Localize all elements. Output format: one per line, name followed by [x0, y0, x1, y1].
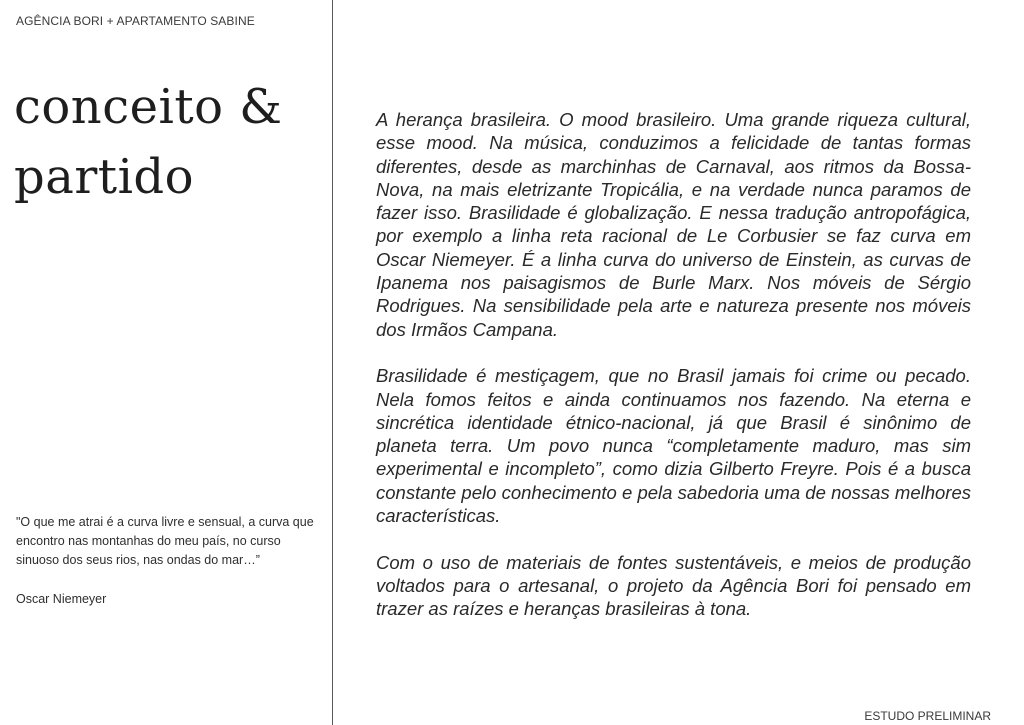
- body-text: [376, 108, 971, 644]
- epigraph-quote: "O que me atrai é a curva livre e sensual, a curva que encontro nas montanhas do meu país, no curso sinuoso dos seus rios, nas ondas do mar…”: [16, 515, 314, 567]
- header-label: AGÊNCIA BORI + APARTAMENTO SABINE: [16, 14, 255, 28]
- body-paragraph-1: A herança brasileira. O mood brasileiro. Uma grande riqueza cultural, esse mood. Na música, conduzimos a felicidade de tantas formas diferentes, desde as marchinhas de Carnaval, aos ritmos da Bossa-Nova, na mais eletrizante Tropicália, e na verdade nunca paramos de fazer isso. Brasilidade é globalização. E nessa tradução antropofágica, por exemplo a linha reta racional de Le Corbusier se faz curva em Oscar Niemeyer. É a linha curva do universo de Einstein, as curvas de Ipanema nos paisagismos de Burle Marx. Nos móveis de Sérgio Rodrigues. Na sensibilidade pela arte e natureza presente nos móveis dos Irmãos Campana.: [376, 109, 971, 340]
- footer-label: ESTUDO PRELIMINAR: [864, 709, 991, 723]
- page-title: [14, 72, 324, 212]
- page-title-line-2: partido: [14, 149, 195, 205]
- body-paragraph-2: Brasilidade é mestiçagem, que no Brasil jamais foi crime ou pecado. Nela fomos feitos e ainda continuamos nos fazendo. Na eterna e sincrética identidade étnico-nacional, já que Brasil é sinônimo de planeta terra. Um povo nunca “completamente maduro, mas sim experimental e incompleto”, como dizia Gilberto Freyre. Pois é a busca constante pelo conhecimento e pela sabedoria uma de nossas melhores características.: [376, 365, 971, 527]
- page-title-line-1: conceito &: [14, 79, 283, 135]
- vertical-divider: [332, 0, 333, 725]
- epigraph-author: Oscar Niemeyer: [16, 592, 107, 606]
- body-paragraph-3: Com o uso de materiais de fontes sustentáveis, e meios de produção voltados para o artesanal, o projeto da Agência Bori foi pensado em trazer as raízes e heranças brasileiras à tona.: [376, 551, 971, 620]
